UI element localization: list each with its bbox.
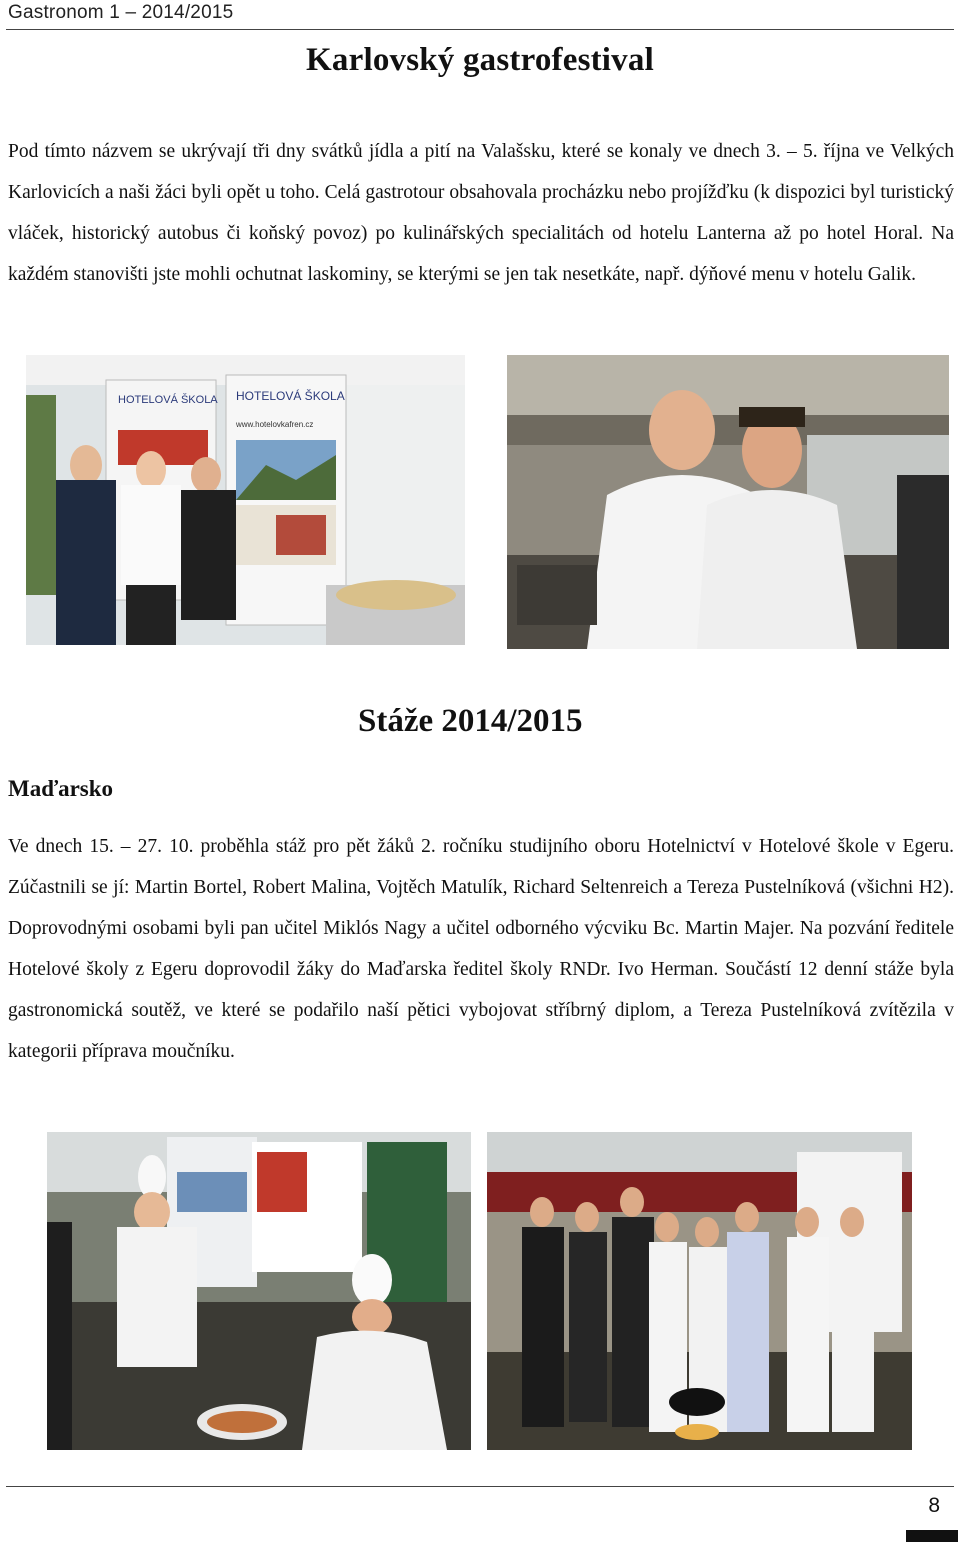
photo-chefs-kitchen: [507, 355, 949, 649]
photo-cooking-competition: [47, 1132, 471, 1450]
banner-text-2: HOTELOVÁ ŠKOLA: [236, 389, 345, 403]
banner-text-1: HOTELOVÁ ŠKOLA: [118, 394, 218, 406]
article-title-staze: Stáže 2014/2015: [358, 703, 583, 739]
footer-divider: [6, 1486, 954, 1487]
article-title-gastrofestival: Karlovský gastrofestival: [306, 42, 654, 78]
staze-paragraph: Ve dnech 15. – 27. 10. proběhla stáž pro pět žáků 2. ročníku studijního oboru Hotelnictví v Hotelové škole v Egeru. Zúčastnili se jí: Martin Bortel, Robert Malina, Vojtěch Matulík, Richard Seltenreich a Tereza Pustelníková (všichni H2). Doprovodnými osobami byli pan učitel Miklós Nagy a učitel odborného výcviku Bc. Martin Majer. Na pozvání ředitele Hotelové školy z Egeru doprovodil žáky do Maďarska ředitel školy RNDr. Ivo Herman. Součástí 12 denní stáže byla gastronomická soutěž, ve které se podařilo naší pětici vybojovat stříbrný diplom, a Tereza Pustelníková zvítězila v kategorii příprava moučníku.: [8, 836, 954, 1062]
photo-festival-stand: [26, 355, 465, 645]
running-header: Gastronom 1 – 2014/2015: [8, 2, 234, 23]
page-number: 8: [928, 1494, 940, 1517]
header-divider: [6, 29, 954, 30]
gastrofestival-paragraph: Pod tímto názvem se ukrývají tři dny svátků jídla a pití na Valašsku, které se konaly ve dnech 3. – 5. října ve Velkých Karlovicích a naši žáci byli opět u toho. Celá gastrotour obsahovala procházku nebo projížďku (k dispozici byl turistický vláček, historický autobus či koňský povoz) po kulinářských specialitách od hotelu Lanterna až po hotel Horal. Na každém stanovišti jste mohli ochutnat laskominy, se kterými se jen tak nesetkáte, např. dýňové menu v hotelu Galik.: [8, 141, 954, 285]
banner-text-3: www.hotelovkafren.cz: [236, 420, 314, 429]
photo-team-group: [487, 1132, 912, 1450]
section-subheading-madarsko: Maďarsko: [8, 776, 114, 801]
page-number-bar: [906, 1530, 958, 1542]
